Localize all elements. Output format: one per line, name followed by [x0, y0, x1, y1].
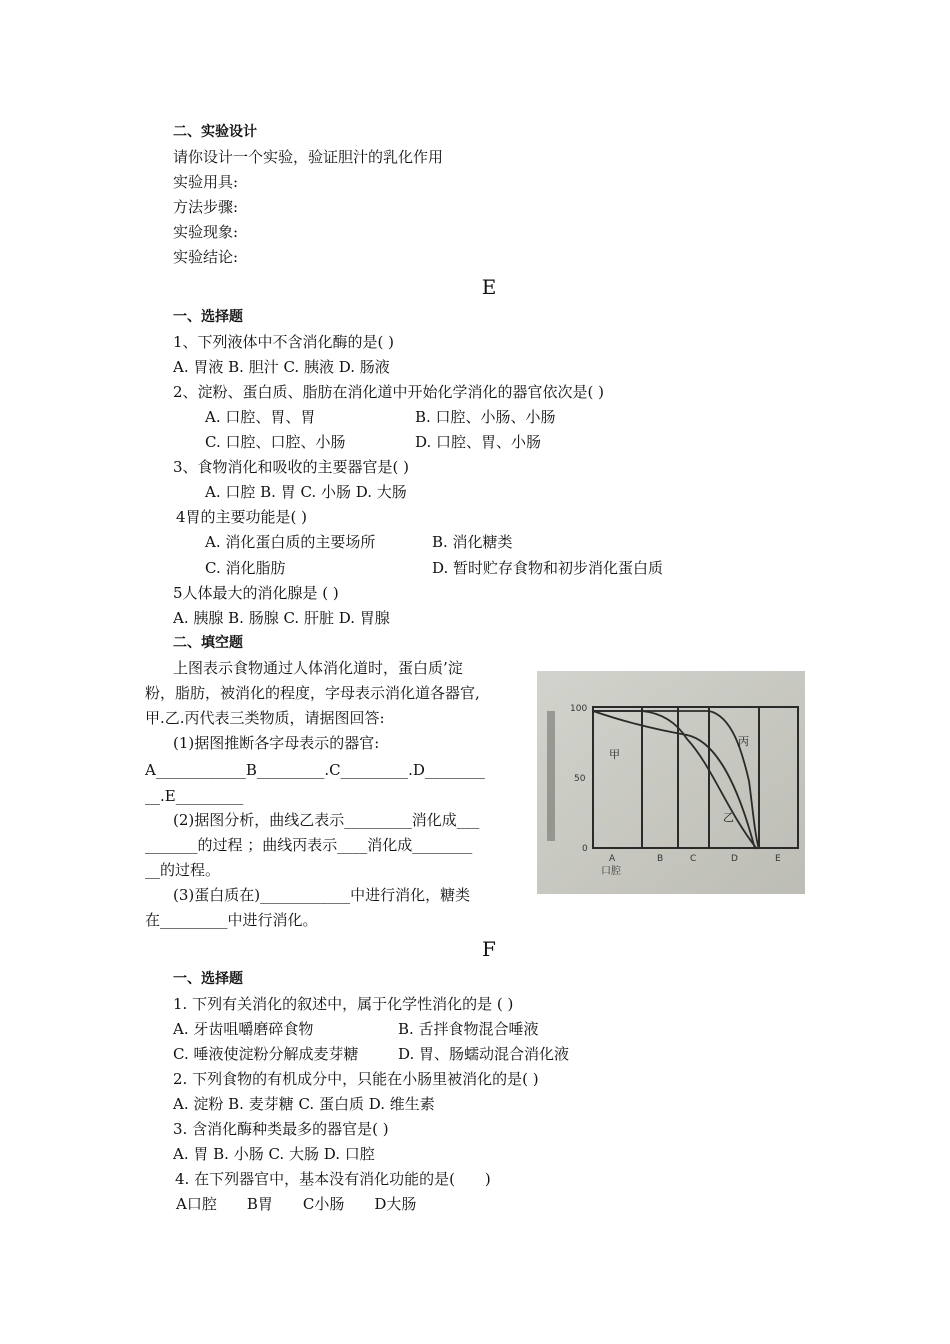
question-e2: 2、淀粉、蛋白质、脂肪在消化道中开始化学消化的器官依次是( ) — [173, 383, 605, 401]
fill-intro-1: 上图表示食物通过人体消化道时，蛋白质’淀 — [173, 659, 463, 677]
fill-q1-blanks-b: __.E_________ — [145, 787, 244, 805]
y-tick-0: 0 — [582, 844, 588, 854]
fill-q3-b: 在_________中进行消化。 — [145, 911, 318, 929]
option-e4-b: B. 消化糖类 — [432, 533, 513, 551]
fill-q1: (1)据图推断各字母表示的器官: — [173, 734, 380, 752]
option-f1-d: D. 胃、肠蠕动混合消化液 — [398, 1045, 570, 1063]
option-e2-c: C. 口腔、口腔、小肠 — [205, 433, 346, 451]
curve-label-jia: 甲 — [609, 748, 620, 761]
fill-q2-c: __的过程。 — [145, 861, 221, 879]
x-label-a: A — [609, 854, 616, 864]
y-tick-100: 100 — [570, 704, 588, 714]
option-e2-b: B. 口腔、小肠、小肠 — [415, 408, 556, 426]
option-f1-a: A. 牙齿咀嚼磨碎食物 — [173, 1020, 314, 1038]
question-f3: 3. 含消化酶种类最多的器官是( ) — [173, 1120, 389, 1138]
experiment-steps: 方法步骤: — [173, 198, 239, 216]
digestion-chart-figure — [537, 671, 805, 894]
question-f1: 1. 下列有关消化的叙述中，属于化学性消化的是 ( ) — [173, 995, 514, 1013]
x-label-c: C — [690, 854, 697, 864]
section-title-f: F — [482, 937, 496, 961]
experiment-phenomenon: 实验现象: — [173, 223, 239, 241]
option-e4-c: C. 消化脂肪 — [205, 559, 286, 577]
fill-q1-blanks-a: A____________B_________.C_________.D________ — [145, 761, 485, 779]
question-f4: 4. 在下列器官中，基本没有消化功能的是( ) — [175, 1170, 491, 1188]
option-e2-d: D. 口腔、胃、小肠 — [415, 433, 542, 451]
options-f3: A. 胃 B. 小肠 C. 大肠 D. 口腔 — [173, 1145, 375, 1163]
options-e1: A. 胃液 B. 胆汁 C. 胰液 D. 肠液 — [173, 358, 390, 376]
option-e4-d: D. 暂时贮存食物和初步消化蛋白质 — [432, 559, 664, 577]
x-label-d: D — [731, 854, 738, 864]
options-f4: A口腔 B胃 C小肠 D大肠 — [176, 1195, 417, 1213]
heading-fill-e: 二、填空题 — [173, 635, 243, 651]
heading-choice-e: 一、选择题 — [173, 309, 243, 325]
experiment-conclusion: 实验结论: — [173, 248, 239, 266]
y-tick-50: 50 — [574, 774, 586, 784]
option-e2-a: A. 口腔、胃、胃 — [205, 408, 316, 426]
heading-choice-f: 一、选择题 — [173, 971, 243, 987]
fill-intro-3: 甲.乙.丙代表三类物质，请据图回答: — [145, 709, 385, 727]
fill-q3-a: (3)蛋白质在)____________中进行消化，糖类 — [173, 886, 471, 904]
question-e5: 5人体最大的消化腺是 ( ) — [173, 584, 339, 602]
x-label-b: B — [657, 854, 664, 864]
question-f2: 2. 下列食物的有机成分中，只能在小肠里被消化的是( ) — [173, 1070, 539, 1088]
curve-label-yi: 乙 — [723, 811, 734, 824]
question-e1: 1、下列液体中不含消化酶的是( ) — [173, 333, 395, 351]
heading-experiment-design: 二、实验设计 — [173, 124, 257, 140]
question-e4: 4胃的主要功能是( ) — [176, 508, 308, 526]
y-axis-caption — [547, 711, 555, 841]
digestion-chart-svg — [537, 671, 805, 894]
curve-label-bing: 丙 — [738, 735, 749, 748]
option-f1-b: B. 舌拌食物混合唾液 — [398, 1020, 539, 1038]
option-e4-a: A. 消化蛋白质的主要场所 — [205, 533, 376, 551]
experiment-tools: 实验用具: — [173, 173, 239, 191]
x-sub-label-mouth: 口腔 — [601, 866, 621, 877]
experiment-prompt: 请你设计一个实验，验证胆汁的乳化作用 — [173, 148, 444, 166]
options-f2: A. 淀粉 B. 麦芽糖 C. 蛋白质 D. 维生素 — [173, 1095, 435, 1113]
options-e3: A. 口腔 B. 胃 C. 小肠 D. 大肠 — [205, 483, 407, 501]
x-label-e: E — [775, 854, 781, 864]
option-f1-c: C. 唾液使淀粉分解成麦芽糖 — [173, 1045, 359, 1063]
fill-intro-2: 粉，脂肪，被消化的程度，字母表示消化道各器官, — [145, 684, 480, 702]
section-title-e: E — [481, 275, 497, 299]
question-e3: 3、食物消化和吸收的主要器官是( ) — [173, 458, 410, 476]
fill-q2-b: _______的过程 ；曲线丙表示____消化成________ — [145, 836, 473, 854]
options-e5: A. 胰腺 B. 肠腺 C. 肝脏 D. 胃腺 — [173, 609, 390, 627]
fill-q2-a: (2)据图分析，曲线乙表示_________消化成___ — [173, 811, 480, 829]
